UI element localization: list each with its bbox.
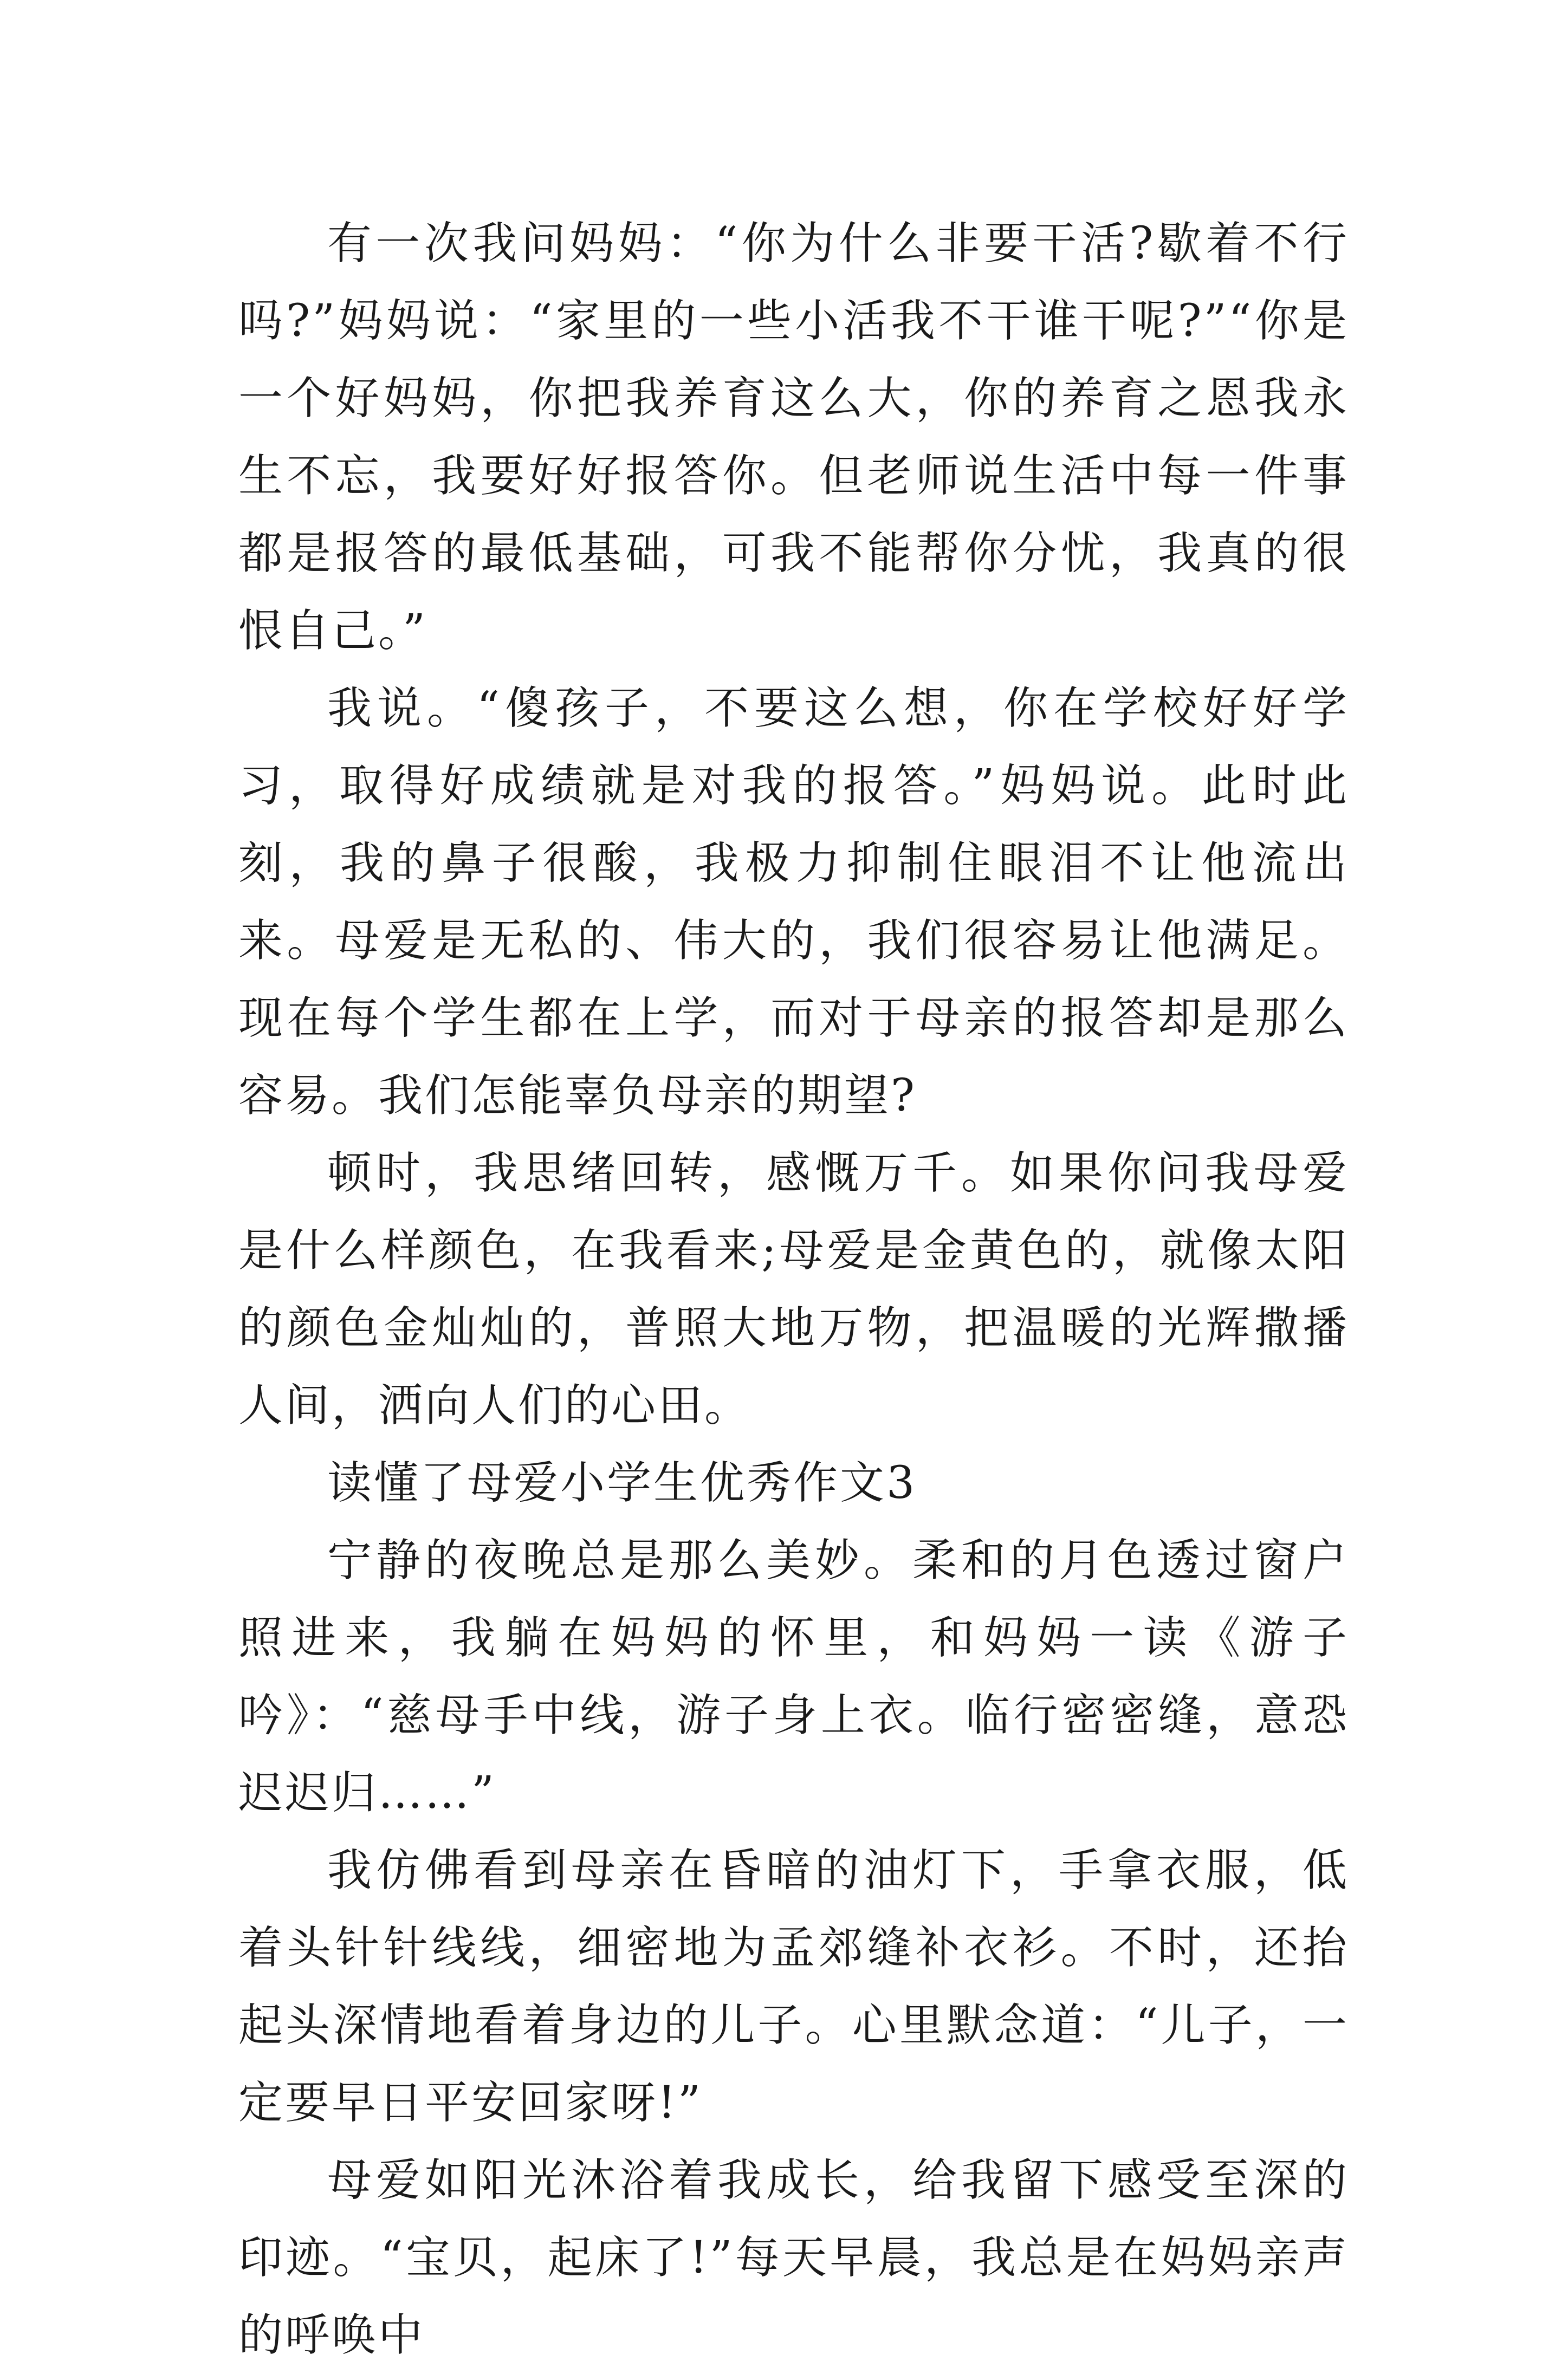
section-heading: 读懂了母爱小学生优秀作文3 (327, 1457, 917, 1509)
paragraph-1: 有一次我问妈妈：“你为什么非要干活?歇着不行吗?”妈妈说：“家里的一些小活我不干谁干呢?”“你是一个好妈妈，你把我养育这么大，你的养育之恩我永生不忘，我要好好报答你。但老师说生活中每一件事都是报答的最低基础，可我不能帮你分忧，我真的很恨自己。” (238, 218, 1349, 657)
paragraph-6: 母爱如阳光沐浴着我成长，给我留下感受至深的印迹。“宝贝，起床了!”每天早晨，我总是在妈妈亲声的呼唤中 (238, 2155, 1349, 2361)
article-body (238, 205, 1349, 2374)
paragraph-3: 顿时，我思绪回转，感慨万千。如果你问我母爱是什么样颜色，在我看来;母爱是金黄色的，就像太阳的颜色金灿灿的，普照大地万物，把温暖的光辉撒播人间，洒向人们的心田。 (238, 1147, 1349, 1431)
paragraph-4: 宁静的夜晚总是那么美妙。柔和的月色透过窗户照进来，我躺在妈妈的怀里，和妈妈一读《游子吟》：“慈母手中线，游子身上衣。临行密密缝，意恐迟迟归……” (238, 1535, 1349, 1819)
paragraph-2: 我说。“傻孩子，不要这么想，你在学校好好学习，取得好成绩就是对我的报答。”妈妈说。此时此刻，我的鼻子很酸，我极力抑制住眼泪不让他流出来。母爱是无私的、伟大的，我们很容易让他满足。现在每个学生都在上学，而对于母亲的报答却是那么容易。我们怎能辜负母亲的期望? (238, 683, 1349, 1121)
paragraph-5: 我仿佛看到母亲在昏暗的油灯下，手拿衣服，低着头针针线线，细密地为孟郊缝补衣衫。不时，还抬起头深情地看着身边的儿子。心里默念道：“儿子，一定要早日平安回家呀!” (238, 1845, 1349, 2129)
